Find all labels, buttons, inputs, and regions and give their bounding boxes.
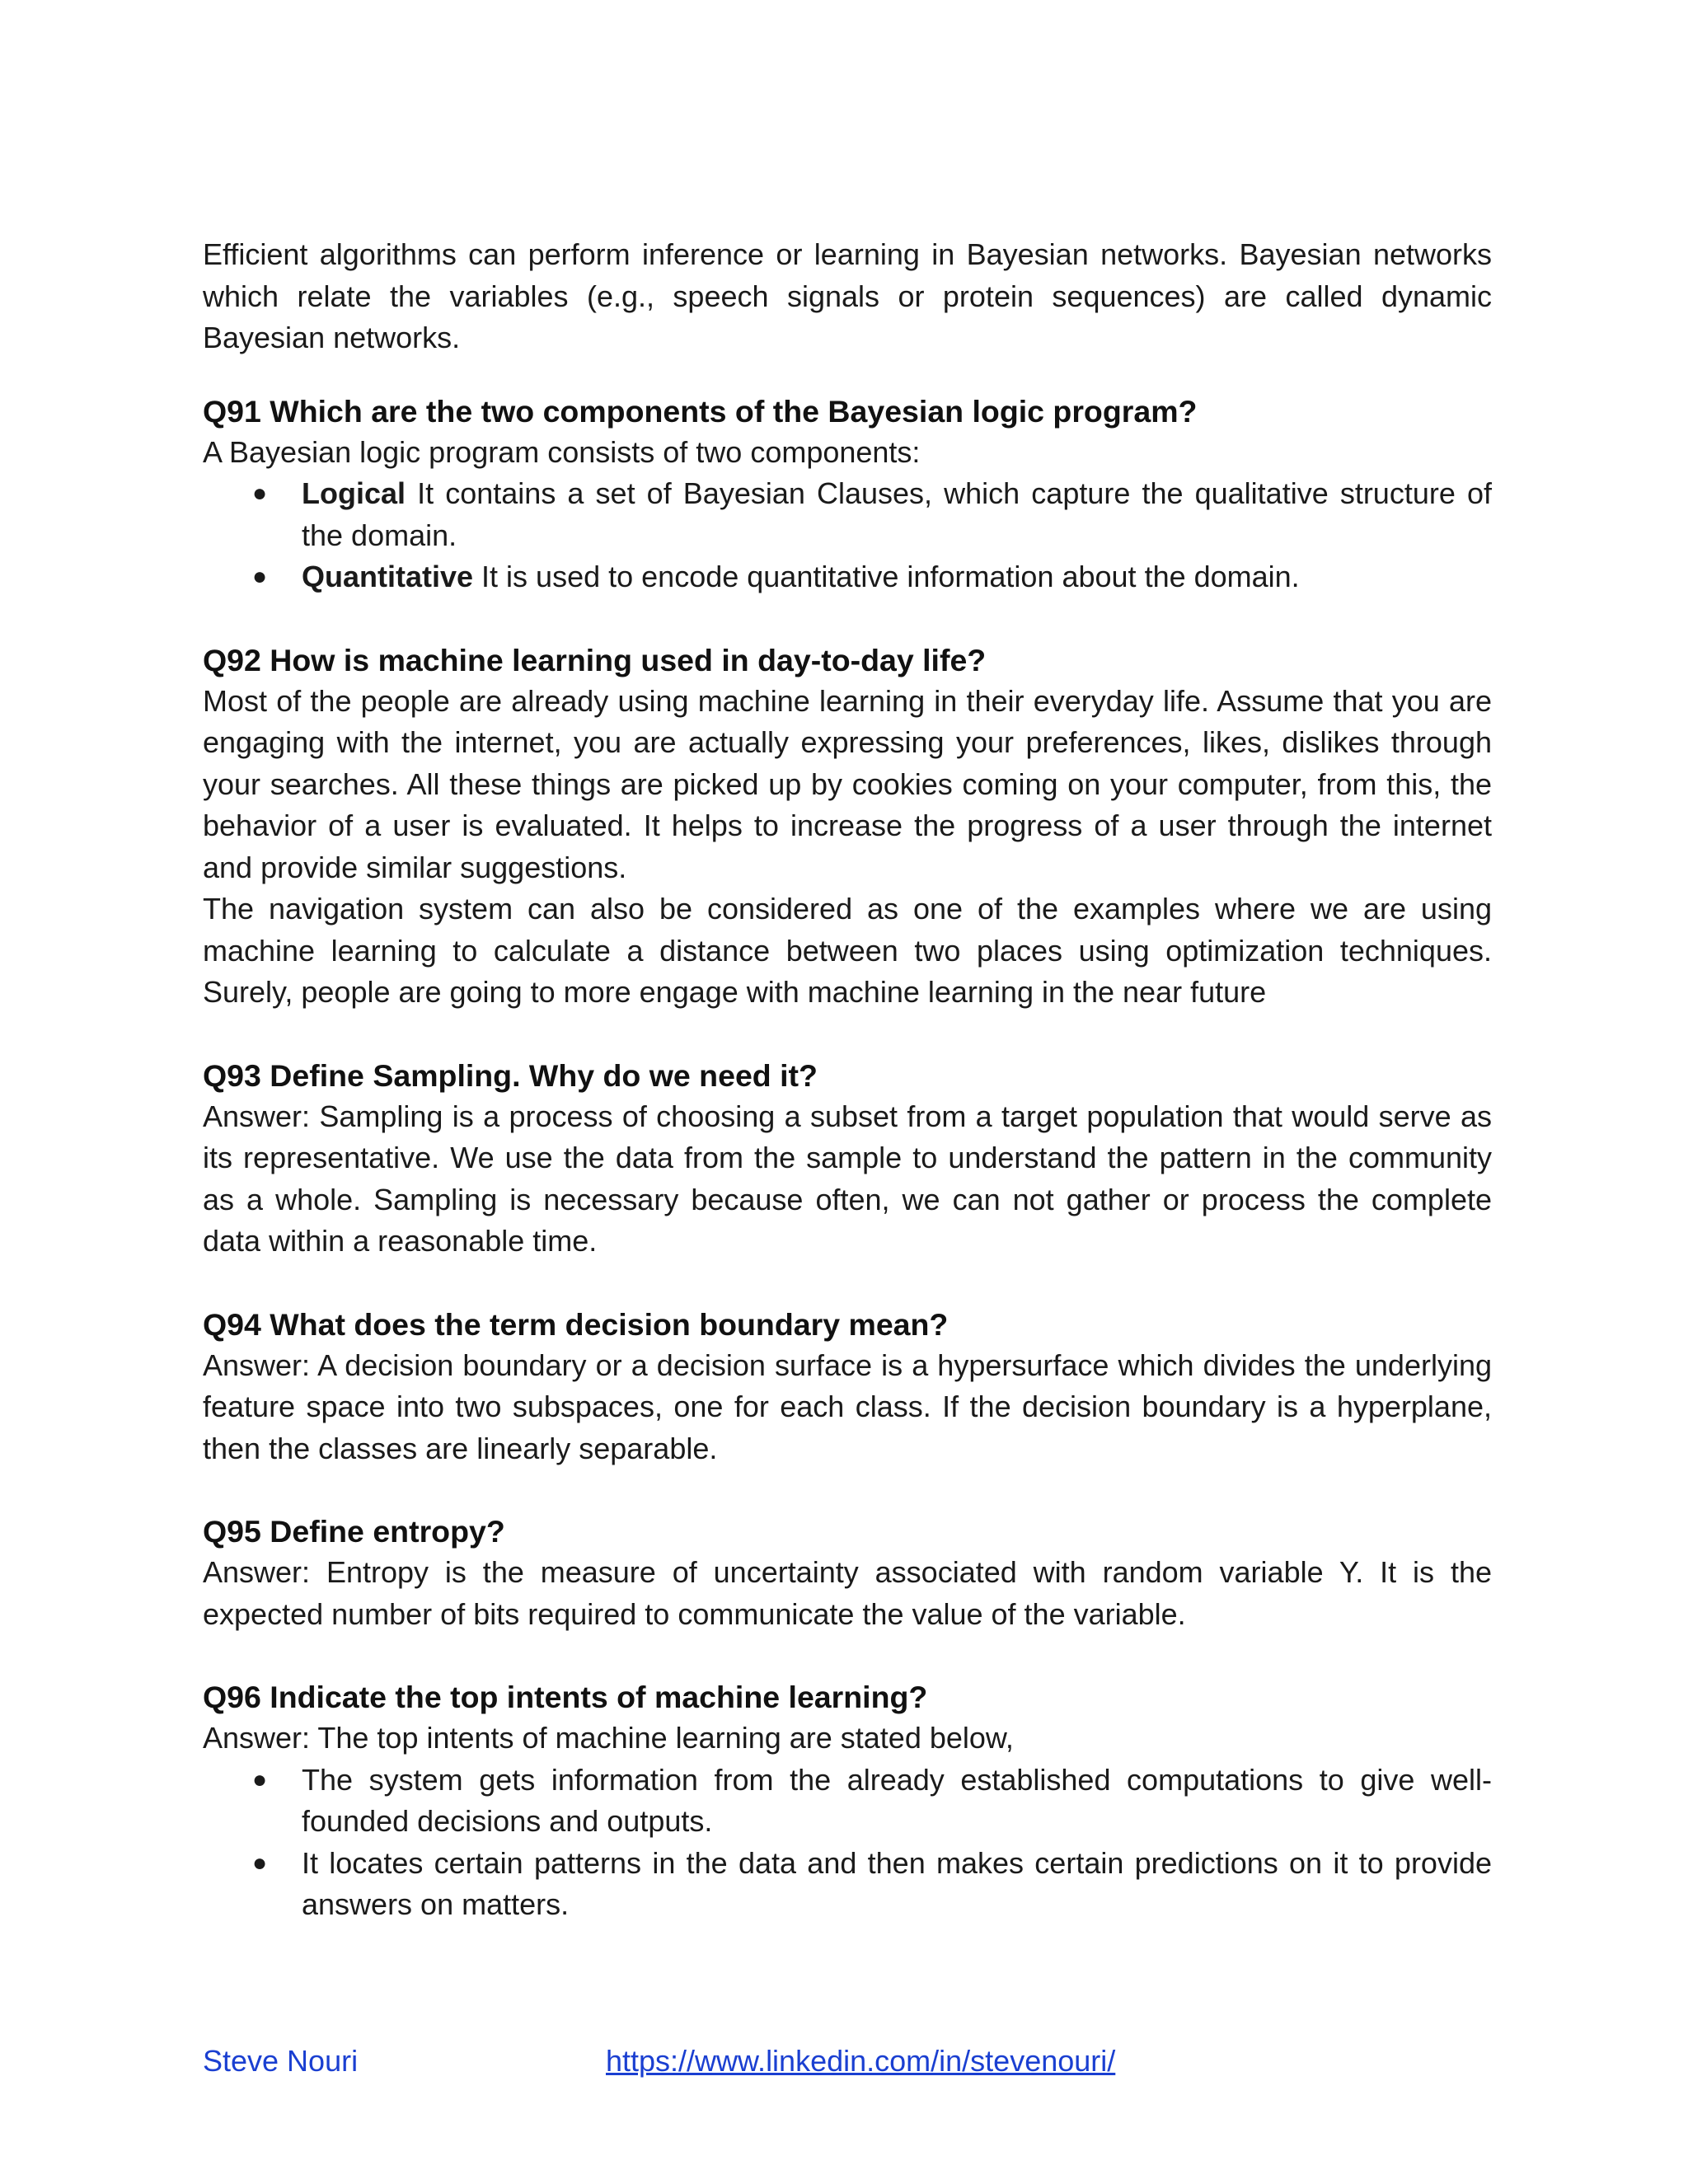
list-item-text: It locates certain patterns in the data and then makes certain predictions on it to provide answers on matters. bbox=[302, 1845, 1492, 1921]
q96-list bbox=[203, 1760, 1492, 1926]
intro-paragraph: Efficient algorithms can perform inference or learning in Bayesian networks. Bayesian networks which relate the variables (e.g., speech signals or protein sequences) are called dynamic Bayesian networks. bbox=[203, 237, 1492, 354]
q94-heading: Q94 What does the term decision boundary mean? bbox=[203, 1306, 949, 1342]
bullet-icon: ● bbox=[252, 1765, 268, 1793]
bullet-icon: ● bbox=[252, 1849, 268, 1877]
list-item bbox=[203, 473, 1492, 556]
q91-list bbox=[203, 473, 1492, 598]
list-item bbox=[203, 1760, 1492, 1843]
q91-intro: A Bayesian logic program consists of two components: bbox=[203, 434, 921, 469]
list-item-text: It contains a set of Bayesian Clauses, which capture the qualitative structure of the domain. bbox=[302, 476, 1492, 552]
list-item-term: Logical bbox=[302, 476, 406, 510]
q95-answer: Answer: Entropy is the measure of uncertainty associated with random variable Y. It is the expected number of bits required to communicate the value of the variable. bbox=[203, 1555, 1492, 1631]
q91-heading: Q91 Which are the two components of the Bayesian logic program? bbox=[203, 393, 1198, 429]
bullet-icon: ● bbox=[252, 563, 268, 590]
list-item-term: Quantitative bbox=[302, 560, 474, 593]
q92-paragraph-1: Most of the people are already using machine learning in their everyday life. Assume that you are engaging with the internet, you are actually expressing your preferences, likes, dislikes through your searches. All these things are picked up by cookies coming on your computer, from this, the behavior of a user is evaluated. It helps to increase the progress of a user through the internet and provide similar suggestions. bbox=[203, 683, 1492, 884]
q95-heading: Q95 Define entropy? bbox=[203, 1514, 505, 1549]
q92-paragraph-2: The navigation system can also be considered as one of the examples where we are using machine learning to calculate a distance between two places using optimization techniques. Surely, people are going to more engage with machine learning in the near future bbox=[203, 892, 1492, 1009]
list-item bbox=[203, 1843, 1492, 1926]
bullet-icon: ● bbox=[252, 480, 268, 507]
q93-heading: Q93 Define Sampling. Why do we need it? bbox=[203, 1057, 818, 1093]
linkedin-link[interactable]: https://www.linkedin.com/in/stevenouri/ bbox=[606, 2044, 1116, 2078]
list-item bbox=[203, 556, 1492, 598]
q94-answer: Answer: A decision boundary or a decision surface is a hypersurface which divides the underlying feature space into two subspaces, one for each class. If the decision boundary is a hyperplane, then the classes are linearly separable. bbox=[203, 1347, 1492, 1465]
author-name: Steve Nouri bbox=[203, 2044, 359, 2078]
q93-answer: Answer: Sampling is a process of choosing a subset from a target population that would serve as its representative. We use the data from the sample to understand the pattern in the community as a whole. Sampling is necessary because often, we can not gather or process the complete data within a reasonable time. bbox=[203, 1099, 1492, 1258]
list-item-text: It is used to encode quantitative information about the domain. bbox=[473, 560, 1300, 593]
q96-heading: Q96 Indicate the top intents of machine learning? bbox=[203, 1680, 928, 1714]
list-item-text: The system gets information from the already established computations to give well-founded decisions and outputs. bbox=[302, 1762, 1492, 1838]
q92-heading: Q92 How is machine learning used in day-to-day life? bbox=[203, 642, 987, 677]
page-content bbox=[203, 234, 1492, 1926]
page-footer bbox=[203, 2044, 1492, 2093]
q96-intro: Answer: The top intents of machine learning are stated below, bbox=[203, 1721, 1014, 1755]
